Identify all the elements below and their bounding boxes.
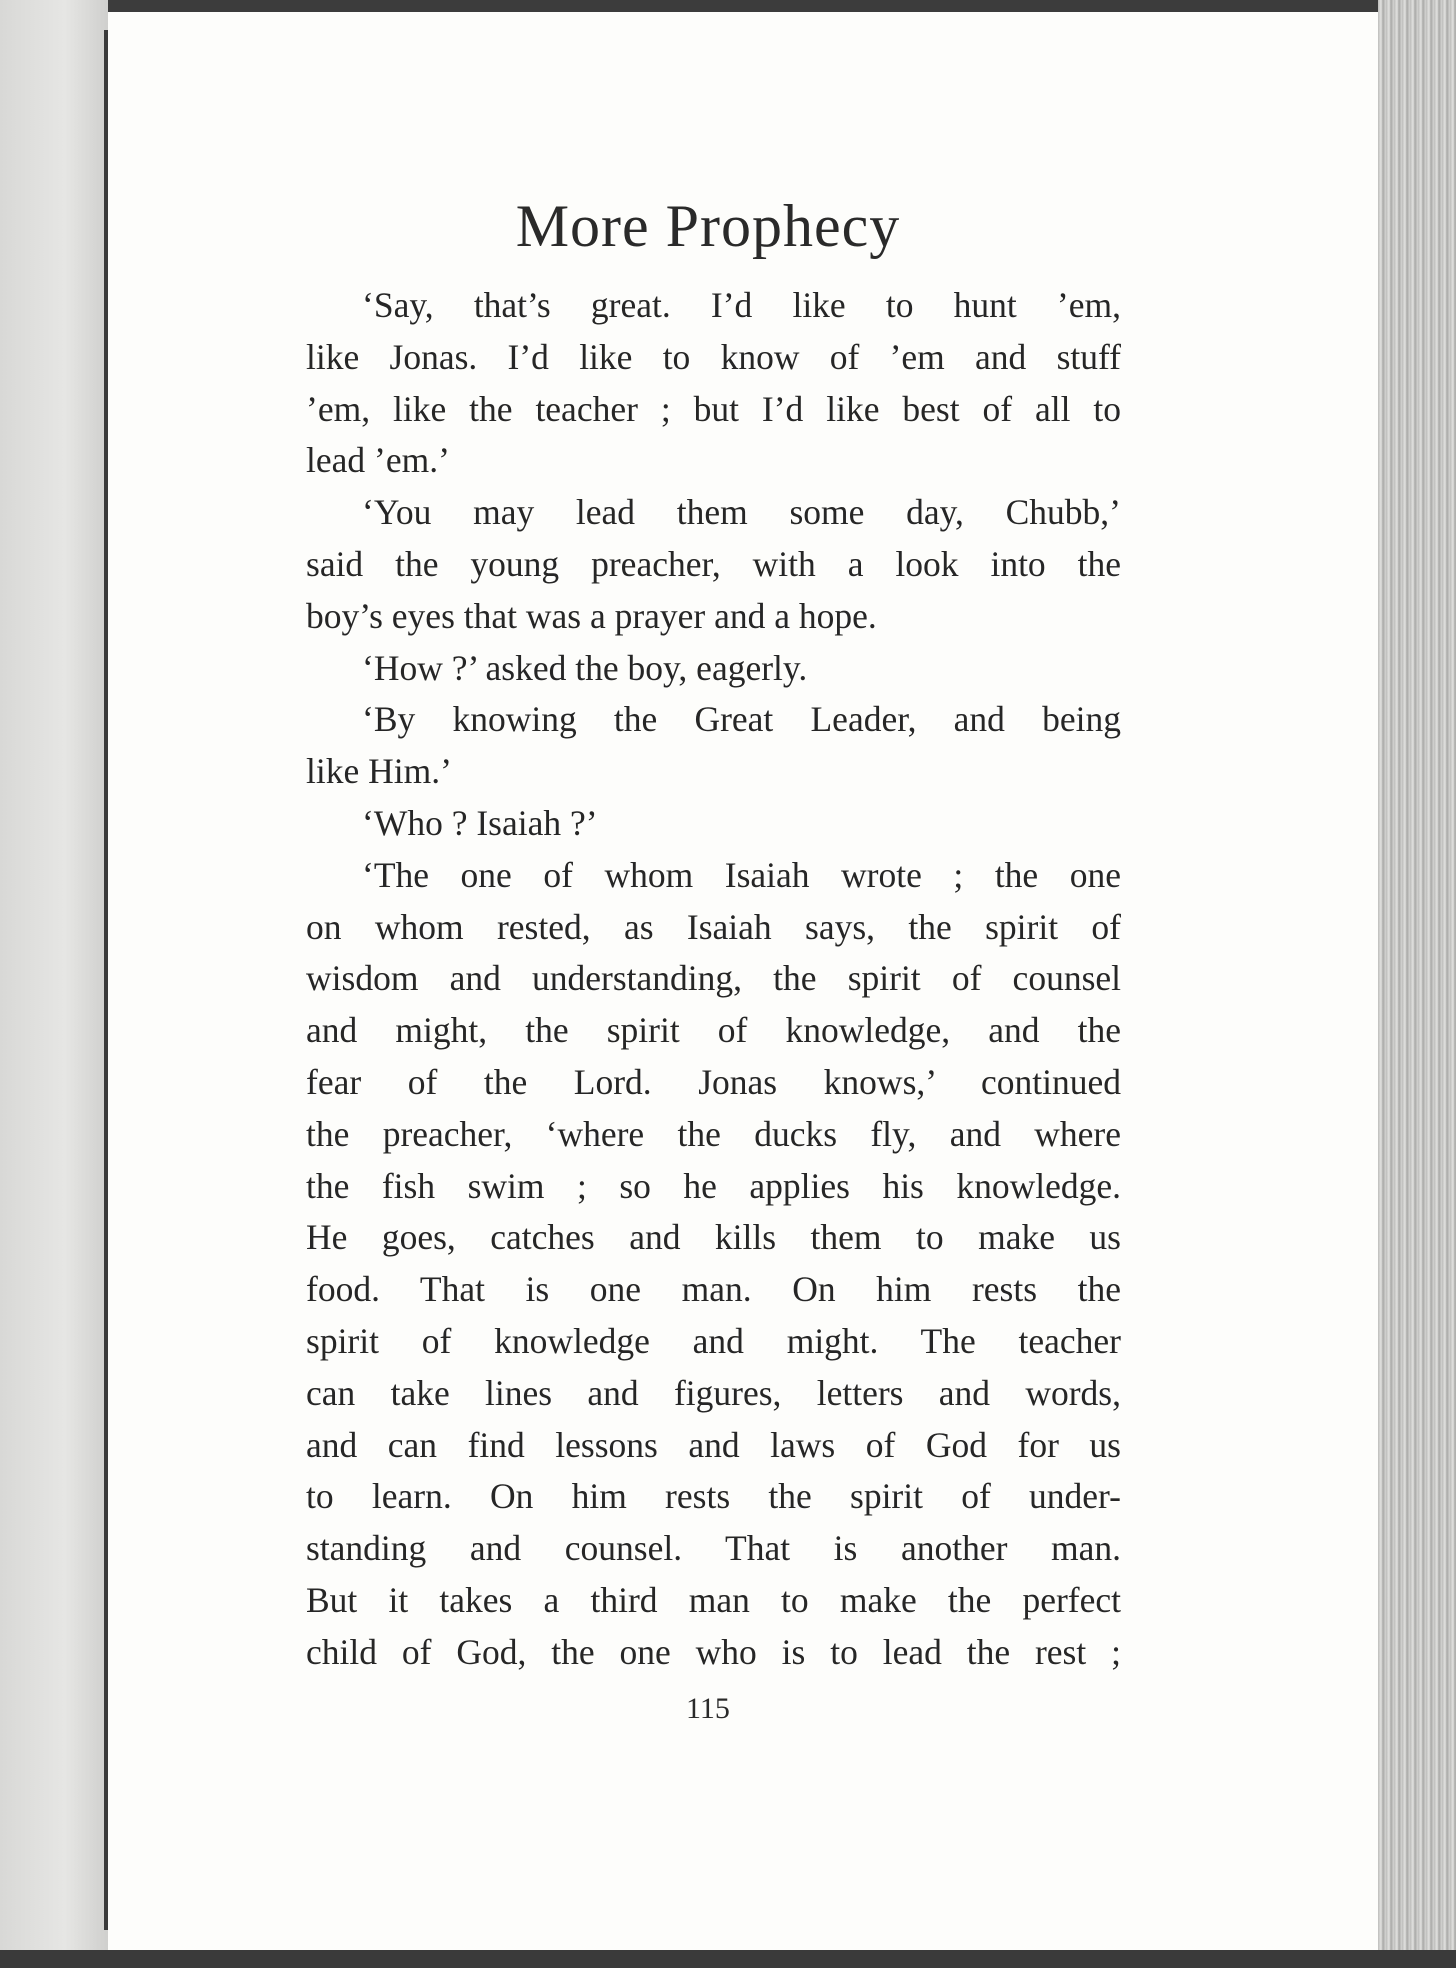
text-line: said the young preacher, with a look into the — [306, 543, 1121, 584]
text-line: ‘Who ? Isaiah ?’ — [362, 802, 598, 843]
text-line: spirit of knowledge and might. The teacher — [306, 1320, 1121, 1361]
text-line: ’em, like the teacher ; but I’d like best of all to — [306, 388, 1121, 429]
left-page-edge — [0, 0, 108, 1968]
text-line: food. That is one man. On him rests the — [306, 1269, 1121, 1310]
text-line: ‘By knowing the Great Leader, and being — [362, 699, 1121, 740]
bottom-shadow — [0, 1950, 1456, 1968]
text-line: and might, the spirit of knowledge, and the — [306, 1010, 1121, 1051]
text-line: like Him.’ — [306, 751, 452, 792]
page-edges — [1378, 0, 1456, 1968]
text-line: But it takes a third man to make the perfect — [306, 1579, 1121, 1620]
text-line: wisdom and understanding, the spirit of counsel — [306, 958, 1121, 999]
text-line: child of God, the one who is to lead the rest ; — [306, 1631, 1121, 1672]
body-text — [306, 280, 1121, 1679]
text-line: ‘How ?’ asked the boy, eagerly. — [362, 647, 808, 688]
text-line: can take lines and figures, letters and words, — [306, 1372, 1121, 1413]
text-line: lead ’em.’ — [306, 440, 450, 481]
text-line: He goes, catches and kills them to make us — [306, 1217, 1121, 1258]
text-line: like Jonas. I’d like to know of ’em and stuff — [306, 336, 1121, 377]
text-line: on whom rested, as Isaiah says, the spirit of — [306, 906, 1121, 947]
text-line: ‘The one of whom Isaiah wrote ; the one — [362, 854, 1121, 895]
text-line: standing and counsel. That is another man. — [306, 1528, 1121, 1569]
text-line: boy’s eyes that was a prayer and a hope. — [306, 595, 877, 636]
text-line: ‘Say, that’s great. I’d like to hunt ’em, — [362, 285, 1121, 325]
page-number: 115 — [686, 1692, 730, 1725]
top-shadow — [0, 0, 1456, 12]
chapter-title: More Prophecy — [515, 193, 901, 259]
text-line: fear of the Lord. Jonas knows,’ continued — [306, 1061, 1121, 1102]
text-line: the preacher, ‘where the ducks fly, and where — [306, 1113, 1121, 1154]
text-line: the fish swim ; so he applies his knowledge. — [306, 1165, 1121, 1206]
text-line: to learn. On him rests the spirit of under- — [306, 1476, 1121, 1517]
text-line: ‘You may lead them some day, Chubb,’ — [362, 492, 1121, 533]
text-line: and can find lessons and laws of God for us — [306, 1424, 1121, 1465]
